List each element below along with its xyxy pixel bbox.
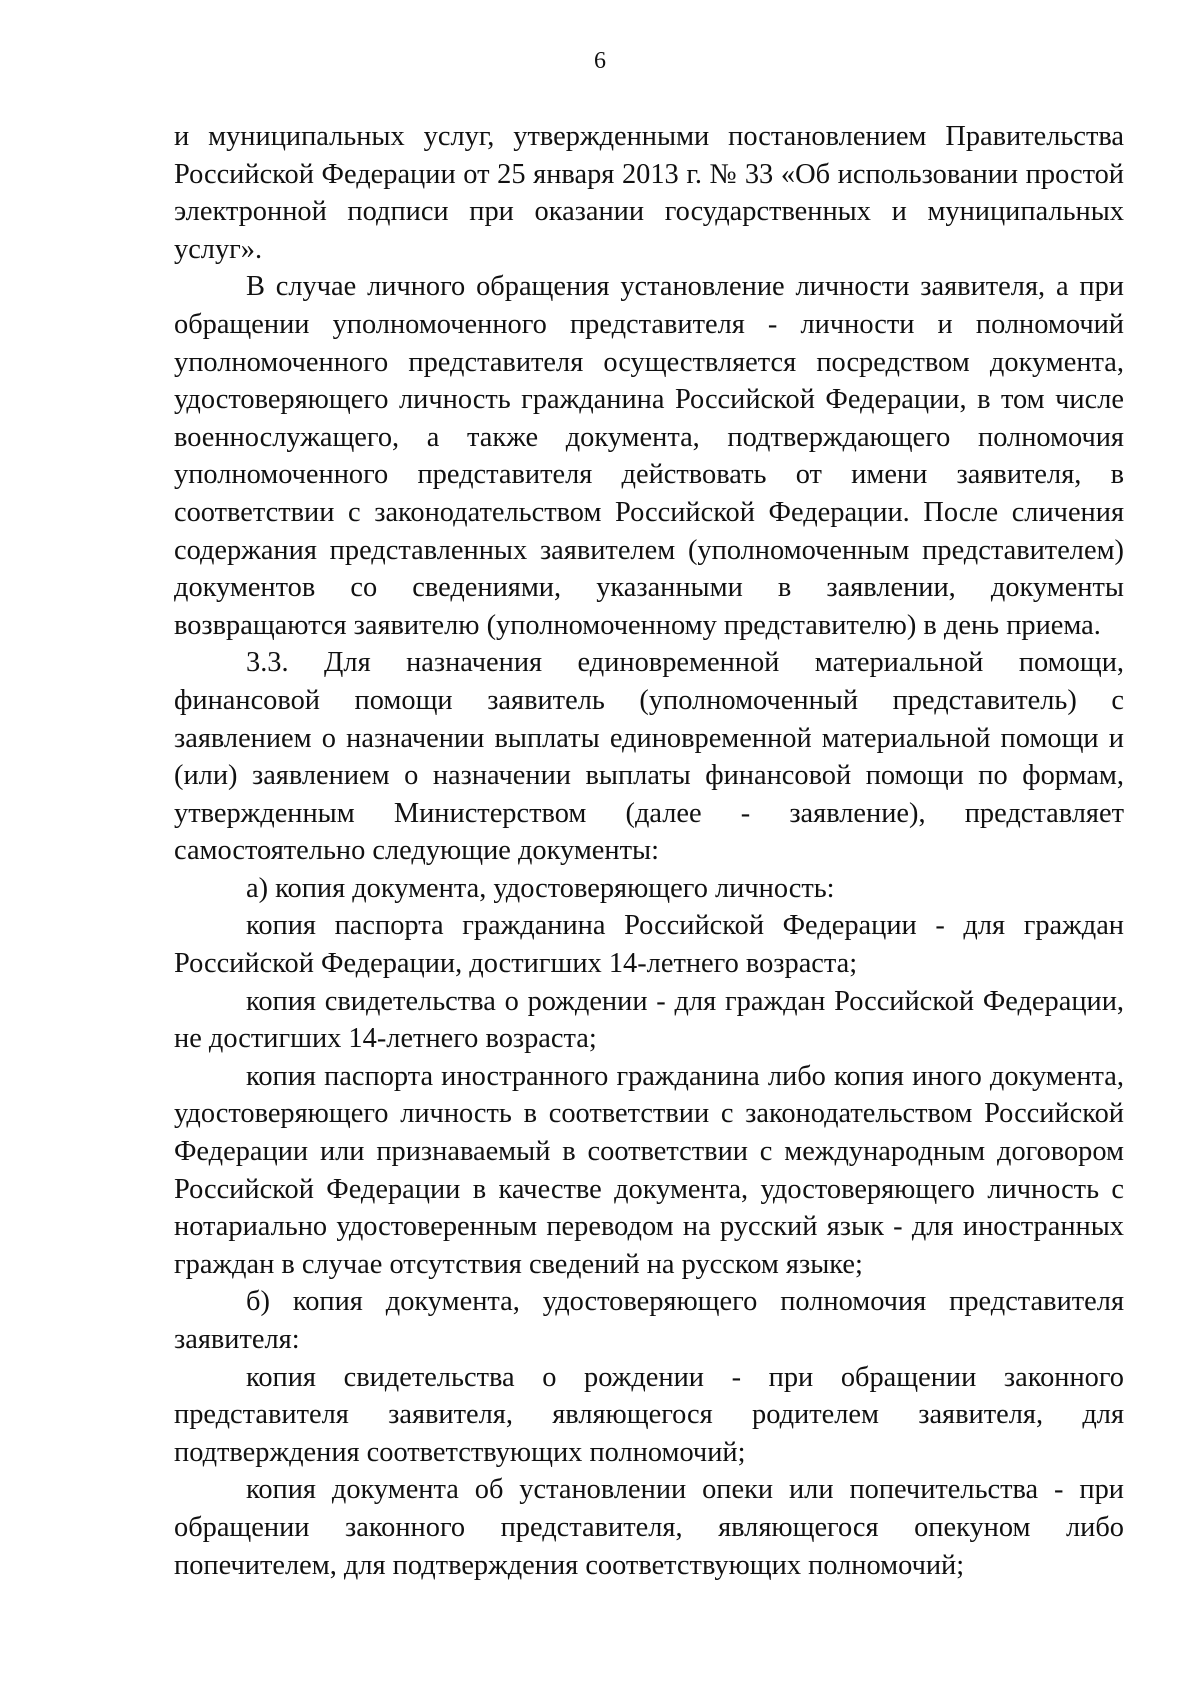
page-number: 6 [594, 48, 606, 74]
paragraph-foreign-passport: копия паспорта иностранного гражданина либо копия иного документа, удостоверяющего личность в соответствии с законодательством Российской Федерации или признаваемый в соответствии с международным договором Российской Федерации в качестве документа, удостоверяющего личность с нотариально удостоверенным переводом на русский язык - для иностранных граждан в случае отсутствия сведений на русском языке; [174, 1060, 1124, 1280]
paragraph-passport-copy: копия паспорта гражданина Российской Федерации - для граждан Российской Федерации, достигших 14-летнего возраста; [174, 910, 1124, 980]
document-body [174, 118, 1124, 1584]
paragraph-section-3-3: 3.3. Для назначения единовременной материальной помощи, финансовой помощи заявитель (уполномоченный представитель) с заявлением о назначении выплаты единовременной материальной помощи и (или) заявлением о назначении выплаты финансовой помощи по формам, утвержденным Министерством (далее - заявление), представляет самостоятельно следующие документы: [174, 647, 1124, 867]
paragraph-item-b: б) копия документа, удостоверяющего полномочия представителя заявителя: [174, 1286, 1124, 1355]
paragraph-continuation: и муниципальных услуг, утвержденными постановлением Правительства Российской Федерации от 25 января 2013 г. № 33 «Об использовании простой электронной подписи при оказании государственных и муниципальных услуг». [174, 121, 1124, 265]
paragraph-personal-appeal: В случае личного обращения установление личности заявителя, а при обращении уполномоченного представителя - личности и полномочий уполномоченного представителя осуществляется посредством документа, удостоверяющего личность гражданина Российской Федерации, в том числе военнослужащего, а также документа, подтверждающего полномочия уполномоченного представителя действовать от имени заявителя, в соответствии с законодательством Российской Федерации. После сличения содержания представленных заявителем (уполномоченным представителем) документов со сведениями, указанными в заявлении, документы возвращаются заявителю (уполномоченному представителю) в день приема. [174, 271, 1124, 641]
paragraph-birth-certificate: копия свидетельства о рождении - для граждан Российской Федерации, не достигших 14-летнего возраста; [174, 985, 1124, 1055]
paragraph-item-a: а) копия документа, удостоверяющего личность: [246, 872, 835, 904]
paragraph-guardianship: копия документа об установлении опеки или попечительства - при обращении законного представителя, являющегося опекуном либо попечителем, для подтверждения соответствующих полномочий; [174, 1474, 1124, 1581]
paragraph-birth-certificate-representative: копия свидетельства о рождении - при обращении законного представителя заявителя, являющегося родителем заявителя, для подтверждения соответствующих полномочий; [174, 1361, 1124, 1468]
